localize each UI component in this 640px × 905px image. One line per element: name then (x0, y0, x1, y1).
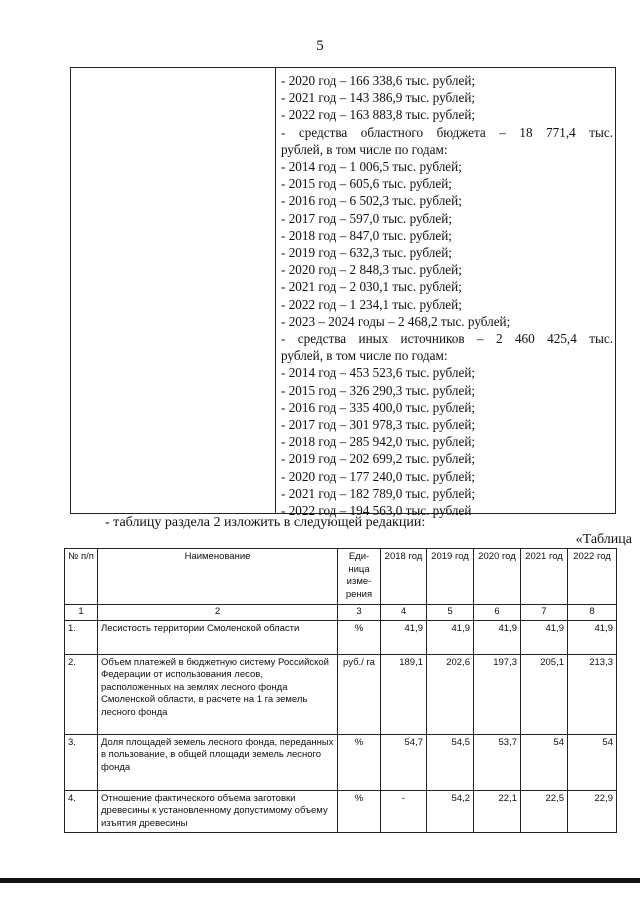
funding-line: рублей, в том числе по годам: (281, 141, 448, 157)
funding-line: - 2022 год – 163 883,8 тыс. рублей; (281, 107, 476, 123)
header-unit: Еди-ница изме-рения (338, 549, 381, 605)
indicators-table (64, 548, 617, 833)
row-value-2022: 41,9 (568, 620, 617, 654)
column-divider (275, 68, 276, 513)
col-number: 4 (381, 605, 427, 621)
funding-line: - 2019 год – 632,3 тыс. рублей; (281, 245, 452, 261)
row-unit: руб./ га (338, 654, 381, 734)
col-number: 8 (568, 605, 617, 621)
col-number: 6 (474, 605, 521, 621)
funding-line: рублей, в том числе по годам: (281, 348, 448, 364)
column-number-row (65, 605, 617, 621)
funding-line: - 2016 год – 335 400,0 тыс. рублей; (281, 399, 476, 415)
row-name: Доля площадей земель лесного фонда, переданных в пользование, в общей площади земель лесного фонда (98, 734, 338, 790)
row-num: 3. (65, 734, 98, 790)
header-2022: 2022 год (568, 549, 617, 605)
funding-line: - средства областного бюджета – 18 771,4 тыс. (281, 124, 613, 140)
funding-table (70, 67, 616, 519)
table-caption: «Таблица (575, 532, 632, 547)
funding-line: - 2015 год – 605,6 тыс. рублей; (281, 176, 452, 192)
col-number: 3 (338, 605, 381, 621)
row-value-2018: 41,9 (381, 620, 427, 654)
row-value-2019: 41,9 (427, 620, 474, 654)
funding-line: - 2022 год – 194 563,0 тыс. рублей (281, 503, 472, 519)
col-number: 1 (65, 605, 98, 621)
funding-line: - 2020 год – 177 240,0 тыс. рублей; (281, 468, 476, 484)
header-num: № п/п (65, 549, 98, 605)
row-value-2020: 197,3 (474, 654, 521, 734)
funding-line: - 2023 – 2024 годы – 2 468,2 тыс. рублей; (281, 313, 511, 329)
funding-line: - средства иных источников – 2 460 425,4 тыс. (281, 331, 613, 347)
funding-line: - 2020 год – 2 848,3 тыс. рублей; (281, 262, 462, 278)
row-value-2019: 54,5 (427, 734, 474, 790)
row-name: Лесистость территории Смоленской области (98, 620, 338, 654)
table-row (65, 790, 617, 833)
row-num: 1. (65, 620, 98, 654)
row-num: 4. (65, 790, 98, 833)
intro-text: - таблицу раздела 2 изложить в следующей редакции: (105, 515, 426, 530)
funding-details (281, 72, 613, 519)
row-num: 2. (65, 654, 98, 734)
row-value-2018: 189,1 (381, 654, 427, 734)
funding-line: - 2022 год – 1 234,1 тыс. рублей; (281, 296, 462, 312)
row-value-2018: - (381, 790, 427, 833)
row-value-2021: 205,1 (521, 654, 568, 734)
header-name: Наименование (98, 549, 338, 605)
row-unit: % (338, 620, 381, 654)
funding-line: - 2017 год – 597,0 тыс. рублей; (281, 210, 452, 226)
funding-line: - 2021 год – 2 030,1 тыс. рублей; (281, 279, 462, 295)
row-value-2020: 53,7 (474, 734, 521, 790)
funding-line: - 2017 год – 301 978,3 тыс. рублей; (281, 417, 476, 433)
funding-line: - 2021 год – 143 386,9 тыс. рублей; (281, 90, 476, 106)
funding-line: - 2014 год – 1 006,5 тыс. рублей; (281, 159, 462, 174)
row-value-2020: 22,1 (474, 790, 521, 833)
funding-line: - 2014 год – 453 523,6 тыс. рублей; (281, 365, 476, 381)
row-value-2020: 41,9 (474, 620, 521, 654)
col-number: 7 (521, 605, 568, 621)
row-value-2018: 54,7 (381, 734, 427, 790)
table-row (65, 620, 617, 654)
row-value-2022: 54 (568, 734, 617, 790)
page-bottom-rule (0, 878, 640, 883)
row-value-2022: 213,3 (568, 654, 617, 734)
page-number: 5 (316, 38, 324, 54)
table-row (65, 654, 617, 734)
header-2020: 2020 год (474, 549, 521, 605)
funding-line: - 2019 год – 202 699,2 тыс. рублей; (281, 451, 476, 467)
funding-line: - 2018 год – 847,0 тыс. рублей; (281, 227, 452, 243)
header-2021: 2021 год (521, 549, 568, 605)
row-value-2019: 202,6 (427, 654, 474, 734)
header-2018: 2018 год (381, 549, 427, 605)
col-number: 2 (98, 605, 338, 621)
row-value-2022: 22,9 (568, 790, 617, 833)
row-unit: % (338, 734, 381, 790)
funding-line: - 2016 год – 6 502,3 тыс. рублей; (281, 193, 462, 209)
funding-line: - 2020 год – 166 338,6 тыс. рублей; (281, 73, 476, 88)
row-unit: % (338, 790, 381, 833)
header-row (65, 549, 617, 605)
table-row (65, 734, 617, 790)
row-value-2021: 22,5 (521, 790, 568, 833)
col-number: 5 (427, 605, 474, 621)
funding-line: - 2021 год – 182 789,0 тыс. рублей; (281, 485, 476, 501)
funding-line: - 2018 год – 285 942,0 тыс. рублей; (281, 434, 476, 450)
header-2019: 2019 год (427, 549, 474, 605)
funding-line: - 2015 год – 326 290,3 тыс. рублей; (281, 382, 476, 398)
row-name: Объем платежей в бюджетную систему Российской Федерации от использования лесов, расположенных на землях лесного фонда Смоленской области, в расчете на 1 га земель лесного фонда (98, 654, 338, 734)
row-value-2019: 54,2 (427, 790, 474, 833)
row-value-2021: 54 (521, 734, 568, 790)
row-value-2021: 41,9 (521, 620, 568, 654)
row-name: Отношение фактического объема заготовки древесины к установленному допустимому объему изъятия древесины (98, 790, 338, 833)
